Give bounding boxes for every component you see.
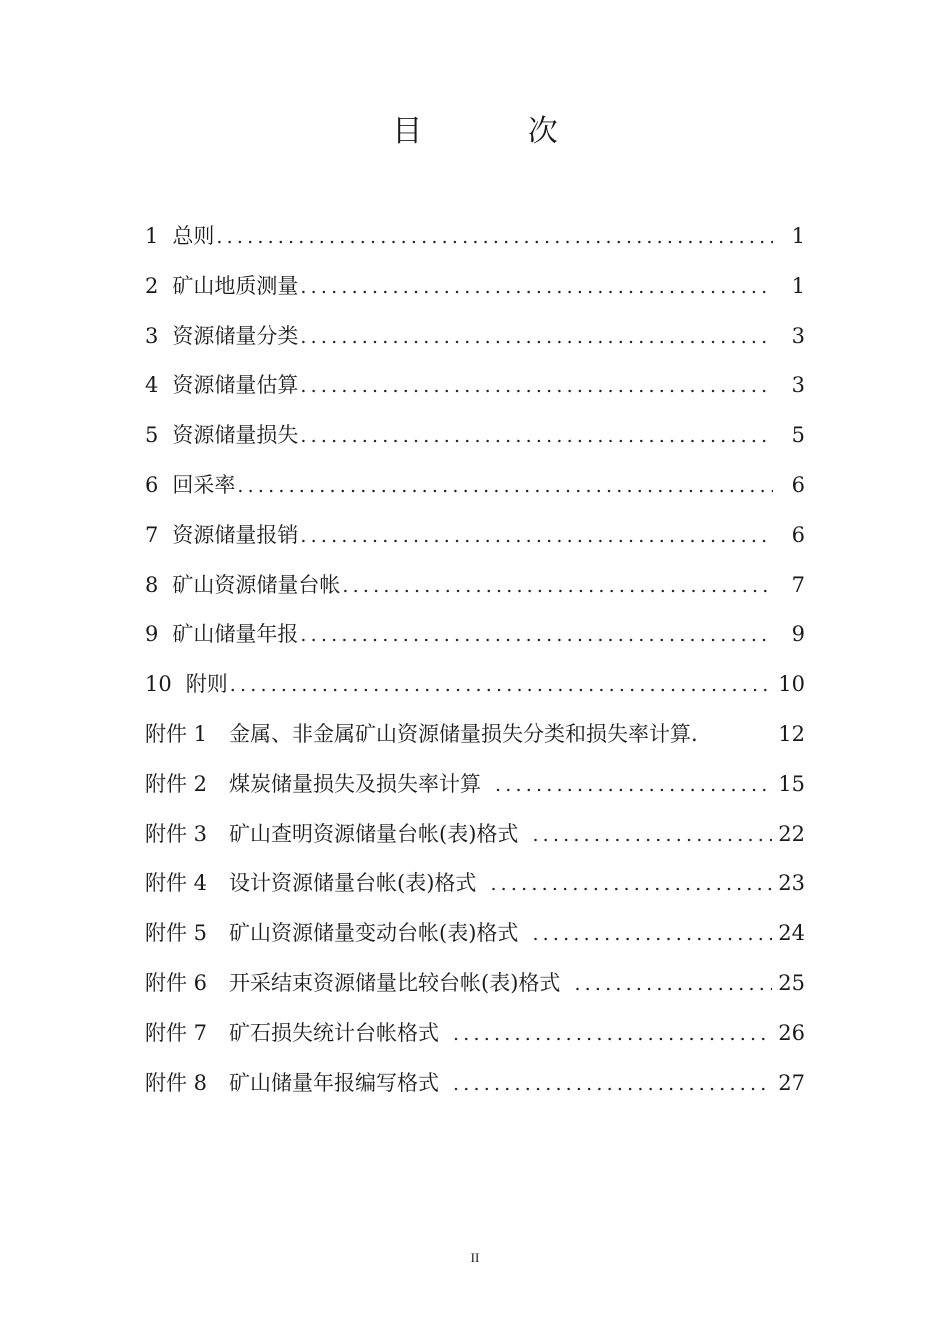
toc-entry-title: 矿山储量年报 xyxy=(172,622,299,647)
toc-entry-title: 矿山地质测量 xyxy=(172,273,299,298)
dot-leader xyxy=(237,462,773,512)
toc-entry-number: 9 xyxy=(145,622,159,647)
toc-entry-page: 1 xyxy=(791,224,805,248)
toc-entry-page: 9 xyxy=(791,622,805,647)
dot-leader xyxy=(300,362,773,412)
toc-entry-title: 开采结束资源储量比较台帐(表)格式 xyxy=(229,970,561,995)
toc-entry-title: 回采率 xyxy=(172,472,236,497)
toc-entry-number: 附件 3 xyxy=(145,821,208,846)
toc-entry-title: 矿石损失统计台帐格式 xyxy=(229,1020,440,1045)
toc-entry-page: 26 xyxy=(778,1020,805,1045)
toc-entry-number: 附件 7 xyxy=(145,1020,208,1045)
dot-leader xyxy=(574,960,772,1010)
dot-leader xyxy=(230,661,773,711)
toc-entry-page: 24 xyxy=(778,921,805,946)
toc-entry-number: 附件 5 xyxy=(145,921,208,946)
toc-entry-number: 5 xyxy=(145,423,159,448)
toc-entry[interactable] xyxy=(145,262,805,312)
toc-entry-number: 附件 1 xyxy=(145,721,208,746)
toc-entry-number: 8 xyxy=(145,572,159,597)
toc-entry-appendix[interactable] xyxy=(145,1059,805,1109)
toc-entry-page: 27 xyxy=(778,1070,805,1095)
dot-leader xyxy=(300,313,773,363)
toc-entry-number: 附件 2 xyxy=(145,771,208,796)
toc-entry-number: 7 xyxy=(145,522,159,547)
toc-entry-title: 矿山资源储量台帐 xyxy=(172,572,341,597)
toc-entry-appendix[interactable] xyxy=(145,1009,805,1059)
toc-entry-page: 25 xyxy=(778,970,805,995)
toc-entry-title: 矿山储量年报编写格式 xyxy=(229,1070,440,1095)
toc-entry[interactable] xyxy=(145,212,805,262)
dot-leader xyxy=(216,213,773,263)
toc-entry-page: 10 xyxy=(778,672,805,697)
page-title: 目 次 xyxy=(392,114,606,149)
toc-entry-number: 附件 8 xyxy=(145,1070,208,1095)
toc-entry-page: 12 xyxy=(778,721,805,746)
toc-entry-title: 资源储量估算 xyxy=(172,373,299,398)
dot-leader xyxy=(300,512,773,562)
toc-entry[interactable] xyxy=(145,461,805,511)
dot-leader xyxy=(300,263,773,313)
dot-leader xyxy=(300,412,773,462)
toc-entry-title: 资源储量分类 xyxy=(172,323,299,348)
toc-entry-title: 资源储量损失 xyxy=(172,423,299,448)
toc-entry-page: 6 xyxy=(791,522,805,547)
page-number: II xyxy=(470,1250,480,1265)
dot-leader xyxy=(532,910,772,960)
dot-leader xyxy=(490,860,772,910)
toc-entry[interactable] xyxy=(145,610,805,660)
dot-leader xyxy=(300,611,773,661)
dot-leader xyxy=(532,811,772,861)
toc-entry-appendix[interactable] xyxy=(145,710,805,760)
toc-entry-title: 资源储量报销 xyxy=(172,522,299,547)
toc-entry-appendix[interactable] xyxy=(145,859,805,909)
toc-entry[interactable] xyxy=(145,361,805,411)
toc-entry-number: 1 xyxy=(145,224,159,248)
toc-entry-title: 矿山查明资源储量台帐(表)格式 xyxy=(229,821,519,846)
toc-entry-number: 附件 6 xyxy=(145,970,208,995)
dot-leader xyxy=(342,562,773,612)
toc-entry-title: 金属、非金属矿山资源储量损失分类和损失率计算. xyxy=(229,721,698,746)
toc-entry[interactable] xyxy=(145,411,805,461)
dot-leader xyxy=(453,1010,772,1060)
toc-entry-page: 22 xyxy=(778,821,805,846)
toc-entry-page: 5 xyxy=(791,423,805,448)
toc-entry-page: 7 xyxy=(791,572,805,597)
toc-entry-appendix[interactable] xyxy=(145,959,805,1009)
toc-entry-page: 3 xyxy=(791,323,805,348)
toc-entry[interactable] xyxy=(145,660,805,710)
toc-entry-appendix[interactable] xyxy=(145,810,805,860)
toc-entry-page: 1 xyxy=(791,273,805,298)
toc-entry-number: 3 xyxy=(145,323,159,348)
toc-entry[interactable] xyxy=(145,561,805,611)
toc-entry-page: 23 xyxy=(778,871,805,896)
toc-entry-title: 煤炭储量损失及损失率计算 xyxy=(229,771,482,796)
toc-entry[interactable] xyxy=(145,312,805,362)
toc-entry-title: 矿山资源储量变动台帐(表)格式 xyxy=(229,921,519,946)
toc-entry-page: 6 xyxy=(791,472,805,497)
toc-entry-page: 3 xyxy=(791,373,805,398)
toc-entry-title: 附则 xyxy=(185,672,228,697)
dot-leader xyxy=(453,1060,772,1110)
toc-entry-appendix[interactable] xyxy=(145,760,805,810)
toc-entry-number: 4 xyxy=(145,373,159,398)
dot-leader xyxy=(495,761,772,811)
toc-entry[interactable] xyxy=(145,511,805,561)
toc-entry-title: 设计资源储量台帐(表)格式 xyxy=(229,871,477,896)
toc-entry-title: 总则 xyxy=(172,224,215,248)
toc-entry-appendix[interactable] xyxy=(145,909,805,959)
toc-entry-number: 附件 4 xyxy=(145,871,208,896)
toc-entry-number: 2 xyxy=(145,273,159,298)
toc-entry-number: 10 xyxy=(145,672,172,697)
toc-entry-number: 6 xyxy=(145,472,159,497)
table-of-contents xyxy=(145,212,805,1108)
toc-entry-page: 15 xyxy=(778,771,805,796)
